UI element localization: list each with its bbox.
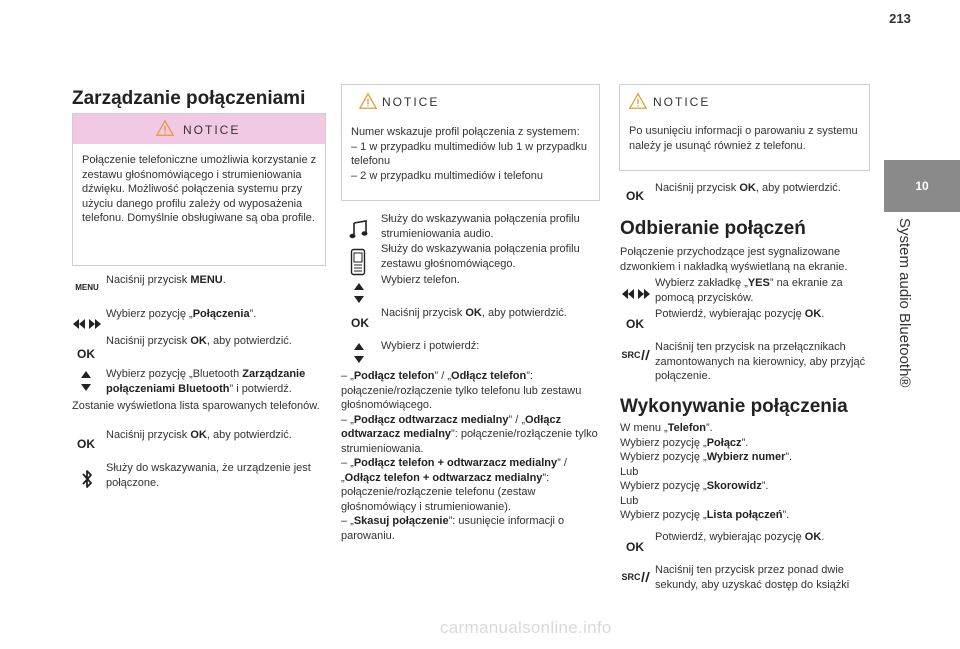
- notice-line: Numer wskazuje profil połączenia z systemem:: [351, 126, 580, 138]
- menu-icon: MENU: [75, 282, 99, 292]
- step-connected-indicator: Służy do wskazywania, że urządzenie jest połączone.: [106, 462, 311, 489]
- heading-making-call: Wykonywanie połączenia: [620, 396, 848, 417]
- step-confirm-ok-3: Potwierdź, wybierając pozycję OK.: [655, 531, 825, 543]
- notice-box: [72, 113, 326, 266]
- arrows-left-right-icon: [72, 318, 102, 330]
- src-phone-icon: SRC: [619, 569, 653, 585]
- page-number: 213: [889, 11, 911, 26]
- arrows-up-down-icon: [353, 342, 365, 364]
- option-delete-connection: – „Skasuj połączenie”: usunięcie informacji o parowaniu.: [341, 515, 565, 542]
- select-and-confirm: Wybierz i potwierdź:: [381, 340, 480, 352]
- step-select-yes: Wybierz zakładkę „YES” na ekranie za pomocą przycisków.: [655, 277, 843, 304]
- step-select-call-list: Wybierz pozycję „Lista połączeń”.: [620, 509, 790, 521]
- notice-line: – 2 w przypadku multimediów i telefonu: [351, 169, 543, 182]
- notice-line: – 1 w przypadku multimediów lub 1 w przypadku telefonu: [351, 140, 588, 167]
- making-call-steps: [620, 421, 870, 523]
- audio-profile-indicator: Służy do wskazywania połączenia profilu strumieniowania audio.: [381, 213, 580, 240]
- or-label: Lub: [620, 494, 639, 507]
- step-select-dial-number: Wybierz pozycję „Wybierz numer”.: [620, 451, 793, 463]
- step-confirm-ok-2: Potwierdź, wybierając pozycję OK.: [655, 308, 825, 320]
- option-media-player: – „Podłącz odtwarzacz medialny” / „Odłącz odtwarzacz medialny”: połączenie/rozłączenie tylko strumieniowania.: [341, 413, 598, 455]
- arrows-up-down-icon: [80, 370, 92, 392]
- incoming-call-info: Połączenie przychodzące jest sygnalizowane dzwonkiem i nakładką wyświetlaną na ekranie.: [620, 246, 848, 273]
- ok-icon: OK: [351, 316, 369, 330]
- music-note-icon: [348, 218, 370, 240]
- steering-switch-info: Naciśnij ten przycisk na przełącznikach zamontowanych na kierownicy, aby przyjąć połączenie.: [655, 341, 866, 382]
- src-phone-icon: SRC: [619, 347, 653, 363]
- notice-text: Po usunięciu informacji o parowaniu z systemu należy je usunąć również z telefonu.: [629, 125, 858, 152]
- option-phone-and-media: – „Podłącz telefon + odtwarzacz medialny” / „Odłącz telefon + odtwarzacz medialny”: połączenie/rozłączenie telefonu (zestaw głośnomówiący i strumieniowanie).: [341, 457, 567, 513]
- step-select-connections: Wybierz pozycję „Połączenia”.: [106, 308, 257, 320]
- step-confirm-ok: Naciśnij przycisk OK, aby potwierdzić.: [106, 335, 292, 347]
- ok-icon: OK: [626, 317, 644, 331]
- arrows-up-down-icon: [353, 282, 365, 304]
- heading-receiving-calls: Odbieranie połączeń: [620, 218, 806, 239]
- paired-list-info: Zostanie wyświetlona lista sparowanych telefonów.: [72, 400, 320, 412]
- notice-text: Połączenie telefoniczne umożliwia korzystanie z zestawu głośnomówiącego i strumieniowania dźwięku. Możliwość połączenia systemu przy użyciu danego profilu zależy od wyposażenia telefonu. Domyślnie obsługiwane są oba profile.: [82, 154, 317, 224]
- warning-icon: [359, 92, 377, 110]
- option-list: [341, 369, 599, 543]
- notice-box-profile: [341, 84, 600, 201]
- notice-box-unpair: [619, 84, 870, 171]
- handsfree-profile-indicator: Służy do wskazywania połączenia profilu zestawu głośnomówiącego.: [381, 243, 580, 270]
- chapter-number: 10: [915, 179, 929, 193]
- ok-icon: OK: [626, 189, 644, 203]
- ok-icon: OK: [77, 437, 95, 451]
- chapter-side-title: System audio Bluetooth®: [896, 218, 913, 388]
- notice-label: NOTICE: [183, 123, 241, 137]
- warning-icon: [629, 92, 647, 110]
- ok-icon: OK: [626, 540, 644, 554]
- notice-label: NOTICE: [382, 95, 440, 109]
- option-phone: – „Podłącz telefon” / „Odłącz telefon”: połączenie/rozłączenie tylko telefonu lub zestawu głośnomówiącego.: [341, 370, 582, 411]
- step-select-contacts: Wybierz pozycję „Skorowidz”.: [620, 480, 769, 492]
- step-select-call: Wybierz pozycję „Połącz”.: [620, 436, 749, 449]
- step-bluetooth-management: Wybierz pozycję „Bluetooth Zarządzanie połączeniami Bluetooth” i potwierdź.: [106, 368, 306, 395]
- step-confirm-ok: Naciśnij przycisk OK, aby potwierdzić.: [655, 182, 841, 194]
- watermark: carmanualsonline.info: [440, 618, 612, 637]
- notice-label: NOTICE: [653, 95, 711, 109]
- arrows-left-right-icon: [621, 288, 651, 300]
- warning-icon: [156, 119, 174, 137]
- chapter-tab: [884, 160, 960, 212]
- step-menu: Naciśnij przycisk MENU.: [106, 274, 226, 286]
- step-menu-phone: W menu „Telefon”.: [620, 422, 713, 434]
- long-press-info: Naciśnij ten przycisk przez ponad dwie sekundy, aby uzyskać dostęp do książki: [655, 564, 850, 591]
- bluetooth-icon: [80, 468, 94, 490]
- select-phone: Wybierz telefon.: [381, 274, 460, 286]
- section-heading: Zarządzanie połączeniami: [72, 88, 306, 109]
- or-label: Lub: [620, 465, 639, 478]
- phone-icon: [350, 248, 366, 276]
- step-confirm-ok-2: Naciśnij przycisk OK, aby potwierdzić.: [106, 429, 292, 441]
- ok-icon: OK: [77, 347, 95, 361]
- step-confirm-ok: Naciśnij przycisk OK, aby potwierdzić.: [381, 307, 567, 319]
